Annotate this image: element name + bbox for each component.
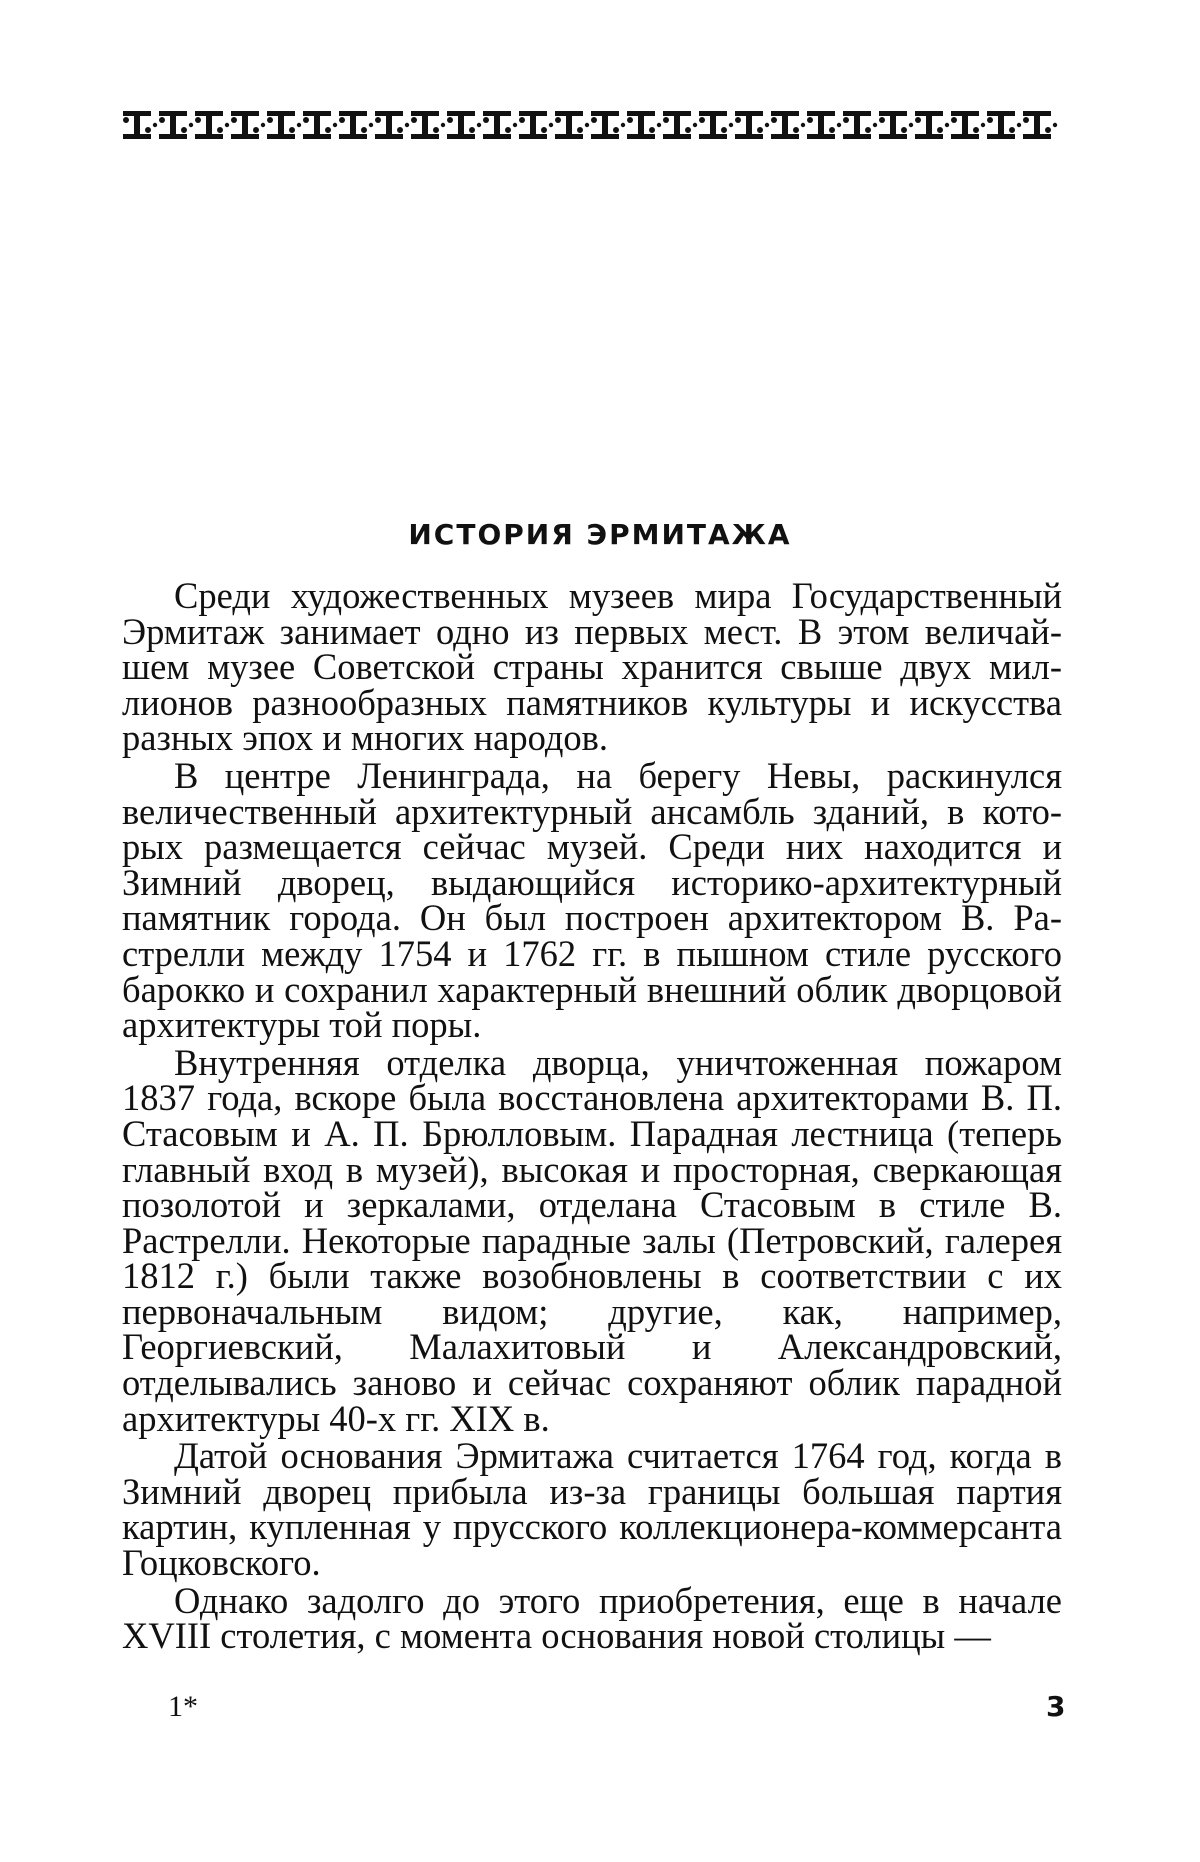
ornament-motif (123, 111, 157, 139)
ornament-motif (879, 111, 913, 139)
ornament-motif (375, 111, 409, 139)
ornament-motif (807, 111, 841, 139)
signature-mark: 1* (168, 1690, 198, 1723)
paragraph: Внутренняя отделка дворца, уничтоженная пожаром 1837 года, вскоре была восстановлена архитекторами В. П. Стасовым и А. П. Брюлловым. Парадная лестница (теперь главный вход в музей), высокая и просторная, сверкающая позолотой и зеркалами, отделана Стасовым в стиле В. Растрелли. Некоторые парадные залы (Петровский, галерея 1812 г.) были также возобновлены в соответствии с их первоначальным видом; другие, как, например, Георгиевский, Малахитовый и Александровский, отделывались заново и сейчас сохраняют облик парадной архитектуры 40-х гг. XIX в. (122, 1041, 1062, 1439)
ornament-motif (771, 111, 805, 139)
ornament-motif (663, 111, 697, 139)
ornament-motif (411, 111, 445, 139)
ornament-motif (699, 111, 733, 139)
ornament-motif (483, 111, 517, 139)
ornament-motif (843, 111, 877, 139)
paragraph: Датой основания Эрмитажа считается 1764 год, когда в Зимний дворец прибыла из-за границы большая партия картин, купленная у прусского коллекционера-коммерсанта Гоцковского. (122, 1435, 1062, 1584)
ornament-motif (987, 111, 1021, 139)
ornament-motif (915, 111, 949, 139)
page-number: 3 (1046, 1690, 1066, 1723)
chapter-title: ИСТОРИЯ ЭРМИТАЖА (408, 518, 792, 551)
ornament-motif (195, 111, 229, 139)
ornament-motif (555, 111, 589, 139)
ornament-motif (951, 111, 985, 139)
ornament-motif (267, 111, 301, 139)
ornament-motif (159, 111, 193, 139)
ornament-motif (519, 111, 553, 139)
paragraph: Среди художественных музеев мира Государственный Эрмитаж занимает одно из первых мест. В этом величайшем музее Советской страны хранится свыше двух миллионов разнообразных памятников культуры и искусства разных эпох и многих народов. (122, 575, 1062, 759)
body-text (122, 575, 1062, 1657)
ornament-motif (627, 111, 661, 139)
decorative-ornament-border (122, 108, 1060, 142)
ornament-motif (735, 111, 769, 139)
ornament-motif (231, 111, 265, 139)
ornament-motif (591, 111, 625, 139)
ornament-motif (339, 111, 373, 139)
ornament-motif (1023, 111, 1057, 139)
ornament-motif (447, 111, 481, 139)
paragraph: В центре Ленинграда, на берегу Невы, раскинулся величественный архитектурный ансамбль зданий, в которых размещается сейчас музей. Среди них находится и Зимний дворец, выдающийся историко-архитектурный памятник города. Он был построен архитектором В. Растрелли между 1754 и 1762 гг. в пышном стиле русского барокко и сохранил характерный внешний облик дворцовой архитектуры той поры. (122, 754, 1062, 1046)
ornament-motif (303, 111, 337, 139)
paragraph: Однако задолго до этого приобретения, еще в начале XVIII столетия, с момента основания новой столицы — (122, 1579, 1062, 1657)
